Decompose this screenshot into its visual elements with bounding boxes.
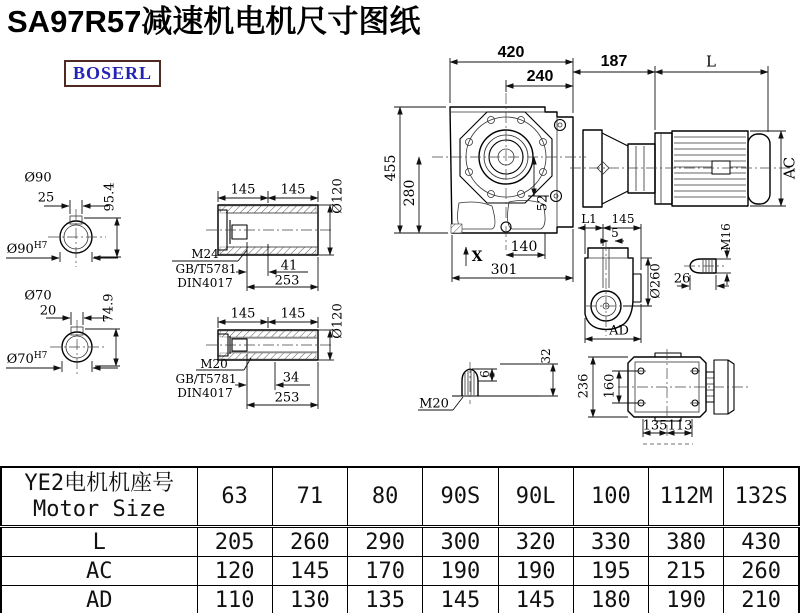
dim-front-height: 455 xyxy=(383,154,399,182)
cell-AD-0: 110 xyxy=(197,586,272,613)
col-90l: 90L xyxy=(498,467,573,527)
col-100: 100 xyxy=(573,467,648,527)
dim-hsu-seg1: 145 xyxy=(230,182,256,198)
dim-top-height: 236 xyxy=(576,373,592,399)
dim-front-bottom-a: 140 xyxy=(510,239,538,255)
dim-top-wright: 113 xyxy=(667,418,693,434)
dim-hsl-seg2: 145 xyxy=(280,306,306,322)
col-71: 71 xyxy=(272,467,347,527)
dim-side-len: 145 xyxy=(611,212,635,226)
cell-AC-5: 195 xyxy=(573,557,648,586)
cell-AC-6: 215 xyxy=(649,557,724,586)
front-view xyxy=(394,58,586,282)
dim-shaft90-key: 25 xyxy=(37,190,55,206)
cell-L-1: 260 xyxy=(272,527,347,557)
table-header-motor-size xyxy=(1,467,197,527)
cell-AD-2: 135 xyxy=(348,586,423,613)
dim-front-offset: 52 xyxy=(535,194,551,212)
dim-shaft70-key: 20 xyxy=(39,303,57,319)
dim-hsu-seg2: 145 xyxy=(280,182,306,198)
col-63: 63 xyxy=(197,467,272,527)
dim-hsl-seg1: 145 xyxy=(230,306,256,322)
cell-AD-7: 210 xyxy=(724,586,799,613)
dim-side-l1: L1 xyxy=(581,212,597,226)
dim-plug20-len: 32 xyxy=(539,348,553,364)
dim-shaft90-dia: Ø90 xyxy=(24,170,52,186)
page-title: SA97R57减速机电机尺寸图纸 xyxy=(7,4,421,39)
dim-hsu-std2: DIN4017 xyxy=(177,276,233,290)
cell-L-3: 300 xyxy=(423,527,498,557)
datum-x-label: X xyxy=(471,249,483,265)
dim-hsu-thread: M24 xyxy=(191,247,219,261)
dim-hsl-dia: Ø120 xyxy=(330,303,346,339)
col-112m: 112M xyxy=(649,467,724,527)
dim-motor-length: L xyxy=(706,52,716,71)
dim-side-ad: AD xyxy=(609,323,629,339)
cell-L-7: 430 xyxy=(724,527,799,557)
row-label-AC: AC xyxy=(1,557,197,586)
dim-hsu-dia: Ø120 xyxy=(330,178,346,214)
dim-front-width: 420 xyxy=(497,44,525,61)
dim-top-holes: 160 xyxy=(602,373,618,399)
row-label-AD: AD xyxy=(1,586,197,613)
brand-logo-text: BOSERL xyxy=(73,63,153,83)
dim-hsu-b: 253 xyxy=(274,273,300,289)
dim-hsl-thread: M20 xyxy=(200,357,228,371)
table-header-row xyxy=(1,467,799,527)
dim-hsu-a: 41 xyxy=(280,258,298,274)
table-row-AD xyxy=(1,586,799,613)
dim-shaft70-height: 74.9 xyxy=(101,293,117,323)
cell-L-4: 320 xyxy=(498,527,573,557)
dim-side-gap: 5 xyxy=(611,226,619,240)
dim-front-bottom-b: 301 xyxy=(490,262,518,278)
dim-motor-adapter: 187 xyxy=(600,53,628,70)
col-80: 80 xyxy=(348,467,423,527)
dim-hsl-a: 34 xyxy=(282,370,300,386)
motor-size-table xyxy=(0,466,800,613)
cell-L-6: 380 xyxy=(649,527,724,557)
dim-shaft90-bore: $Ø90^{H7}$ xyxy=(6,240,48,258)
dim-hsl-b: 253 xyxy=(274,390,300,406)
cell-AC-1: 145 xyxy=(272,557,347,586)
dim-shaft90-height: 95.4 xyxy=(102,182,118,212)
col-132s: 132S xyxy=(724,467,799,527)
dim-plug16-len: 26 xyxy=(673,271,691,287)
cell-L-2: 290 xyxy=(348,527,423,557)
dim-hsl-std1: GB/T5781 xyxy=(175,372,237,386)
dim-hsl-std2: DIN4017 xyxy=(177,386,233,400)
header-cn: YE2电机机座号 xyxy=(24,471,175,497)
dim-motor-dia: AC xyxy=(780,156,799,180)
cell-AD-4: 145 xyxy=(498,586,573,613)
cell-AD-1: 130 xyxy=(272,586,347,613)
dim-side-dia: Ø260 xyxy=(648,263,664,299)
cell-AC-7: 260 xyxy=(724,557,799,586)
cell-AD-6: 190 xyxy=(649,586,724,613)
dim-front-width-inner: 240 xyxy=(526,68,554,85)
cell-AC-4: 190 xyxy=(498,557,573,586)
cell-L-0: 205 xyxy=(197,527,272,557)
row-label-L: L xyxy=(1,527,197,557)
cell-L-5: 330 xyxy=(573,527,648,557)
table-row-AC xyxy=(1,557,799,586)
table-row-L xyxy=(1,527,799,557)
dim-shaft70-dia: Ø70 xyxy=(24,288,52,304)
dim-shaft70-bore: $Ø70^{H7}$ xyxy=(6,350,48,368)
dim-plug20-thread: M20 xyxy=(419,396,449,412)
dim-plug20-dome: 6 xyxy=(478,370,492,378)
dim-hsu-std1: GB/T5781 xyxy=(175,262,237,276)
cell-AC-0: 120 xyxy=(197,557,272,586)
dim-front-height-inner: 280 xyxy=(402,179,418,207)
cell-AC-2: 170 xyxy=(348,557,423,586)
col-90s: 90S xyxy=(423,467,498,527)
dim-plug16-thread: M16 xyxy=(719,223,733,251)
cell-AC-3: 190 xyxy=(423,557,498,586)
header-en: Motor Size xyxy=(33,496,166,522)
motor-view xyxy=(570,66,792,207)
dim-top-wleft: 135 xyxy=(642,418,668,434)
cell-AD-5: 180 xyxy=(573,586,648,613)
cell-AD-3: 145 xyxy=(423,586,498,613)
